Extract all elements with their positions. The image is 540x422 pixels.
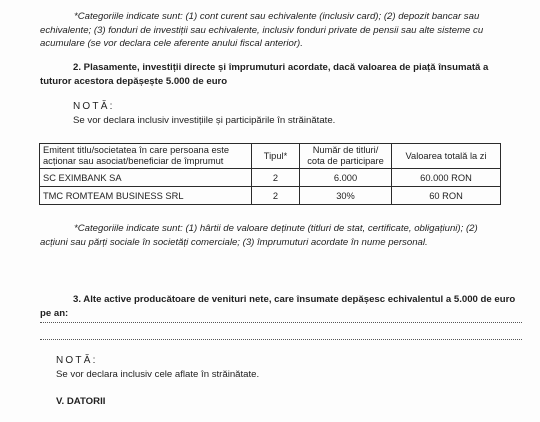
nota-text: Se vor declara inclusiv investițiile și participările în străinătate. bbox=[73, 115, 336, 126]
section-3-heading-line2: pe an: bbox=[40, 308, 69, 319]
dotted-fill-line bbox=[40, 322, 522, 323]
header-emitent bbox=[40, 144, 252, 169]
cell-tipul: 2 bbox=[252, 169, 300, 187]
nota-title: NOTĂ: bbox=[73, 101, 115, 112]
header-numar bbox=[300, 144, 392, 169]
cell-tipul: 2 bbox=[252, 187, 300, 205]
header-emitent-line1: Emitent titlu/societatea în care persoana este bbox=[43, 145, 230, 155]
table-header-row bbox=[40, 144, 501, 169]
section-3-heading-line1: 3. Alte active producătoare de venituri nete, care însumate depășesc echivalentul a 5.000 de euro bbox=[73, 294, 516, 305]
table-row bbox=[40, 187, 501, 205]
note-categories-1-line1: *Categoriile indicate sunt: (1) cont curent sau echivalente (inclusiv card); (2) depozit bancar sau bbox=[74, 11, 480, 22]
cell-valoare: 60.000 RON bbox=[392, 169, 501, 187]
investments-table bbox=[39, 143, 501, 205]
table-row bbox=[40, 169, 501, 187]
cell-numar: 6.000 bbox=[300, 169, 392, 187]
cell-numar: 30% bbox=[300, 187, 392, 205]
header-numar-line1: Număr de titluri/ bbox=[312, 145, 379, 155]
section-v-heading: V. DATORII bbox=[56, 396, 106, 407]
note-categories-1-line2: echivalente; (3) fonduri de investiții sau echivalente, inclusiv fonduri private de pensii sau alte sisteme cu bbox=[40, 25, 484, 36]
cell-emitent: SC EXIMBANK SA bbox=[40, 169, 252, 187]
dotted-fill-line bbox=[40, 339, 522, 340]
cell-emitent: TMC ROMTEAM BUSINESS SRL bbox=[40, 187, 252, 205]
header-emitent-line2: acționar sau asociat/beneficiar de împrumut bbox=[43, 156, 224, 166]
header-numar-line2: cota de participare bbox=[307, 156, 384, 166]
header-tipul: Tipul* bbox=[252, 144, 300, 169]
note-categories-2-line1: *Categoriile indicate sunt: (1) hârtii de valoare deținute (titluri de stat, certificate, obligațiuni); (2) bbox=[74, 223, 478, 234]
cell-valoare: 60 RON bbox=[392, 187, 501, 205]
note-categories-1-line3: acumulare (se vor declara cele aferente anului fiscal anterior). bbox=[40, 38, 303, 49]
nota-title: NOTĂ: bbox=[56, 355, 98, 366]
nota-text: Se vor declara inclusiv cele aflate în străinătate. bbox=[56, 369, 260, 380]
section-2-heading-line2: tuturor acestora depășește 5.000 de euro bbox=[40, 76, 228, 87]
note-categories-2-line2: acțiuni sau părți sociale în societăți comerciale; (3) împrumuturi acordate în nume personal. bbox=[40, 237, 428, 248]
header-valoare: Valoarea totală la zi bbox=[392, 144, 501, 169]
section-2-heading-line1: 2. Plasamente, investiții directe și împrumuturi acordate, dacă valoarea de piață însumată a bbox=[73, 62, 489, 73]
